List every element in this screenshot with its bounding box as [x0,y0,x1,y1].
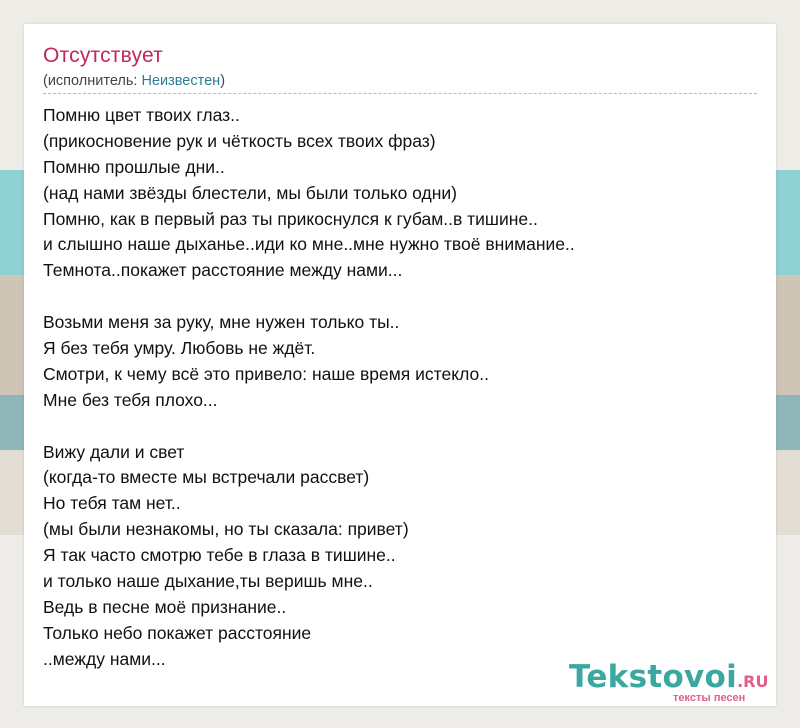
lyrics-card [24,24,776,706]
artist-link[interactable]: Неизвестен [141,73,221,89]
lyric-line: (мы были незнакомы, но ты сказала: привет) [43,519,409,540]
lyric-line: Ведь в песне моё признание.. [43,596,287,617]
lyric-line: Я так часто смотрю тебе в глаза в тишине.. [43,545,396,566]
lyric-line: Помню, как в первый раз ты прикоснулся к губам..в тишине.. [43,208,538,229]
logo-name: Tekstovoi [569,659,738,695]
artist-line [43,73,225,89]
lyric-line: (когда-то вместе мы встречали рассвет) [43,467,370,488]
lyric-line: ..между нами... [43,648,166,669]
logo-tagline: тексты песен [673,692,746,704]
lyric-line: Помню прошлые дни.. [43,156,225,177]
stanza-gap [43,414,753,440]
lyrics-text [43,103,753,673]
lyric-line: и слышно наше дыханье..иди ко мне..мне нужно твоё внимание.. [43,234,575,255]
lyric-line: (над нами звёзды блестели, мы были только одни) [43,182,458,203]
site-logo[interactable] [569,659,774,704]
lyric-line: Мне без тебя плохо... [43,389,218,410]
lyric-line: Темнота..покажет расстояние между нами... [43,260,403,281]
song-title: Отсутствует [43,44,163,67]
stanza-gap [43,284,753,310]
lyric-line: и только наше дыхание,ты веришь мне.. [43,571,373,592]
lyric-line: Вижу дали и свет [43,441,185,462]
lyric-line: Но тебя там нет.. [43,493,181,514]
lyric-line: Смотри, к чему всё это привело: наше время истекло.. [43,363,489,384]
logo-tld: .RU [737,672,769,691]
lyric-line: Помню цвет твоих глаз.. [43,105,240,125]
lyric-line: Я без тебя умру. Любовь не ждёт. [43,338,316,359]
lyric-line: (прикосновение рук и чёткость всех твоих фраз) [43,130,436,151]
divider [43,93,757,94]
artist-suffix: ) [220,73,226,89]
lyric-line: Только небо покажет расстояние [43,622,312,643]
logo-wordmark [569,659,768,695]
lyric-line: Возьми меня за руку, мне нужен только ты.. [43,312,400,333]
artist-prefix: (исполнитель: [43,73,142,89]
